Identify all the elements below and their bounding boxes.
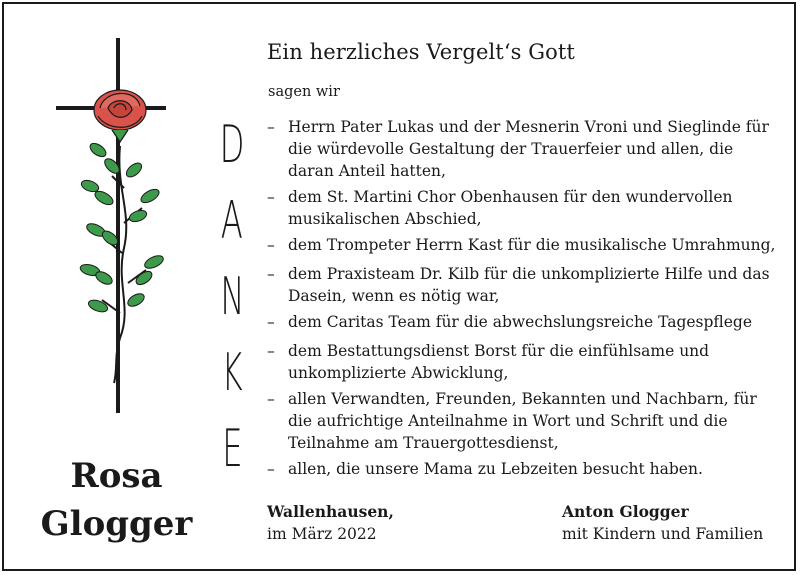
dash-bullet: –: [267, 313, 275, 331]
list-item: [267, 388, 777, 454]
signature-family: [562, 501, 763, 545]
dash-bullet: –: [267, 342, 275, 360]
danke-letter: D: [219, 115, 245, 175]
list-item: [267, 263, 777, 307]
signature-date: im März 2022: [267, 525, 377, 543]
list-item: [267, 458, 777, 480]
list-item: [267, 116, 777, 182]
deceased-last-name: Glogger: [40, 504, 193, 544]
dash-bullet: –: [267, 188, 275, 206]
signature-name: Anton Glogger: [562, 502, 689, 521]
list-item-text: dem Bestattungsdienst Borst für die einfühlsame und unkomplizierte Abwicklung,: [288, 342, 710, 382]
deceased-first-name: Rosa: [70, 456, 163, 496]
rose-stem: [102, 146, 146, 383]
danke-letter: K: [221, 343, 243, 403]
list-item-text: dem Caritas Team für die abwechslungsreiche Tagespflege: [288, 313, 753, 331]
rose-icon: [94, 90, 146, 142]
list-item: [267, 186, 777, 230]
thanks-list: [267, 116, 777, 484]
signature-place-date: [267, 501, 394, 545]
intro-text: sagen wir: [268, 84, 340, 100]
obituary-card: [2, 2, 796, 571]
danke-vertical-word: [207, 116, 257, 478]
list-item: [267, 234, 777, 256]
list-item-text: dem St. Martini Chor Obenhausen für den wundervollen musikalischen Abschied,: [288, 188, 733, 228]
danke-letter: A: [220, 191, 244, 251]
danke-letter: E: [221, 419, 243, 479]
dash-bullet: –: [267, 390, 275, 408]
list-item-text: dem Trompeter Herrn Kast für die musikalische Umrahmung,: [288, 236, 776, 254]
list-item: [267, 340, 777, 384]
list-item-text: allen, die unsere Mama zu Lebzeiten besucht haben.: [288, 460, 703, 478]
list-item-text: Herrn Pater Lukas und der Mesnerin Vroni und Sieglinde für die würdevolle Gestaltung der Trauerfeier und allen, die daran Anteil hatten,: [288, 118, 769, 180]
signature-family-text: mit Kindern und Familien: [562, 525, 764, 543]
dash-bullet: –: [267, 236, 275, 254]
list-item: [267, 311, 777, 333]
cross-with-rose-icon: [54, 38, 174, 413]
list-item-text: dem Praxisteam Dr. Kilb für die unkomplizierte Hilfe und das Dasein, wenn es nötig war,: [288, 265, 770, 305]
danke-letter: N: [219, 267, 245, 327]
dash-bullet: –: [267, 118, 275, 136]
page-title: Ein herzliches Vergelt‘s Gott: [267, 40, 575, 64]
list-item-text: allen Verwandten, Freunden, Bekannten und Nachbarn, für die aufrichtige Anteilnahme in Wort und Schrift und die Teilnahme am Trauergottesdienst,: [288, 390, 757, 452]
signature-place: Wallenhausen,: [267, 502, 394, 521]
dash-bullet: –: [267, 265, 275, 283]
dash-bullet: –: [267, 460, 275, 478]
